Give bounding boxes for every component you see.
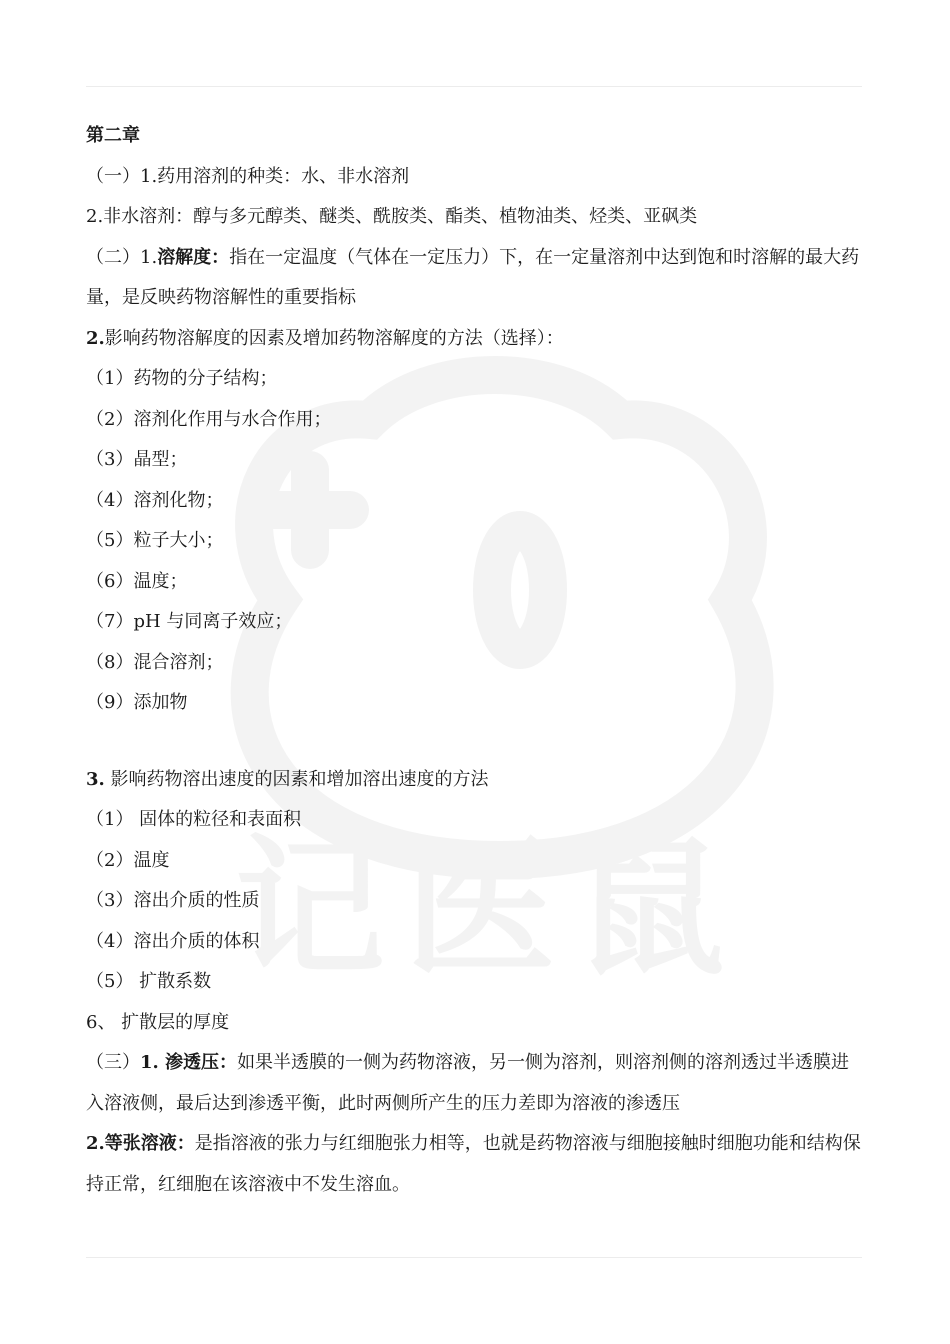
dissolution-heading-text: 影响药物溶出速度的因素和增加溶出速度的方法: [104, 768, 489, 790]
list-item: （4）溶剂化物；: [86, 489, 224, 511]
dissolution-heading: [86, 760, 864, 801]
isotonic-text: 是指溶液的张力与红细胞张力相等，也就是药物溶液与细胞接触时细胞功能和结构保持正常，红细胞在该溶液中不发生溶血。: [86, 1133, 861, 1195]
solubility-factors-heading: [86, 319, 864, 360]
header-rule: [86, 86, 862, 87]
chapter-title: 第二章: [86, 125, 140, 146]
solubility-factors-title: 影响药物溶解度的因素及增加药物溶解度的方法（选择）：: [104, 327, 564, 349]
list-item: （2）溶剂化作用与水合作用；: [86, 408, 332, 430]
dissolution-heading-number: 3.: [86, 768, 105, 790]
document-body: [86, 116, 864, 1205]
footer-rule: [86, 1257, 862, 1258]
osmotic-text: 如果半透膜的一侧为药物溶液，另一侧为溶剂，则溶剂侧的溶剂透过半透膜进入溶液侧，最后达到渗透平衡，此时两侧所产生的压力差即为溶液的渗透压: [86, 1052, 850, 1114]
watermark-text: 记医鼠: [234, 822, 746, 996]
list-item: （3）溶出介质的性质: [86, 890, 260, 911]
solubility-factors-number: 2.: [86, 327, 105, 349]
isotonic-term: 2.等张溶液：: [86, 1133, 195, 1154]
list-item: （4）溶出介质的体积: [86, 930, 260, 952]
list-item: （1） 固体的粒径和表面积: [86, 809, 302, 830]
list-item: （5） 扩散系数: [86, 971, 212, 992]
section-spacer: [86, 724, 864, 760]
list-item: （1）药物的分子结构；: [86, 368, 278, 389]
osmotic-pressure-definition: [86, 1043, 864, 1124]
list-item: （5）粒子大小；: [86, 530, 224, 551]
solvent-types-line: （一）1.药用溶剂的种类：水、非水溶剂: [86, 165, 410, 187]
list-item: （6）温度；: [86, 570, 188, 592]
list-item: （7）pH 与同离子效应；: [86, 611, 293, 632]
solubility-term: 溶解度：: [157, 246, 230, 268]
list-item: （3）晶型；: [86, 449, 188, 470]
solubility-text: 指在一定温度（气体在一定压力）下，在一定量溶剂中达到饱和时溶解的最大药量，是反映药物溶解性的重要指标: [86, 246, 860, 308]
list-item: 6、 扩散层的厚度: [86, 1011, 230, 1033]
solubility-prefix: （二）1.: [86, 246, 158, 268]
isotonic-solution-definition: [86, 1124, 864, 1205]
list-item: （9）添加物: [86, 692, 188, 713]
osmotic-prefix: （三）: [86, 1052, 140, 1073]
list-item: （2）温度: [86, 849, 170, 871]
solubility-definition: [86, 238, 864, 319]
osmotic-term: 1. 渗透压：: [140, 1052, 238, 1073]
nonaqueous-solvents-line: 2.非水溶剂：醇与多元醇类、醚类、酰胺类、酯类、植物油类、烃类、亚砜类: [86, 206, 698, 227]
list-item: （8）混合溶剂；: [86, 651, 224, 673]
